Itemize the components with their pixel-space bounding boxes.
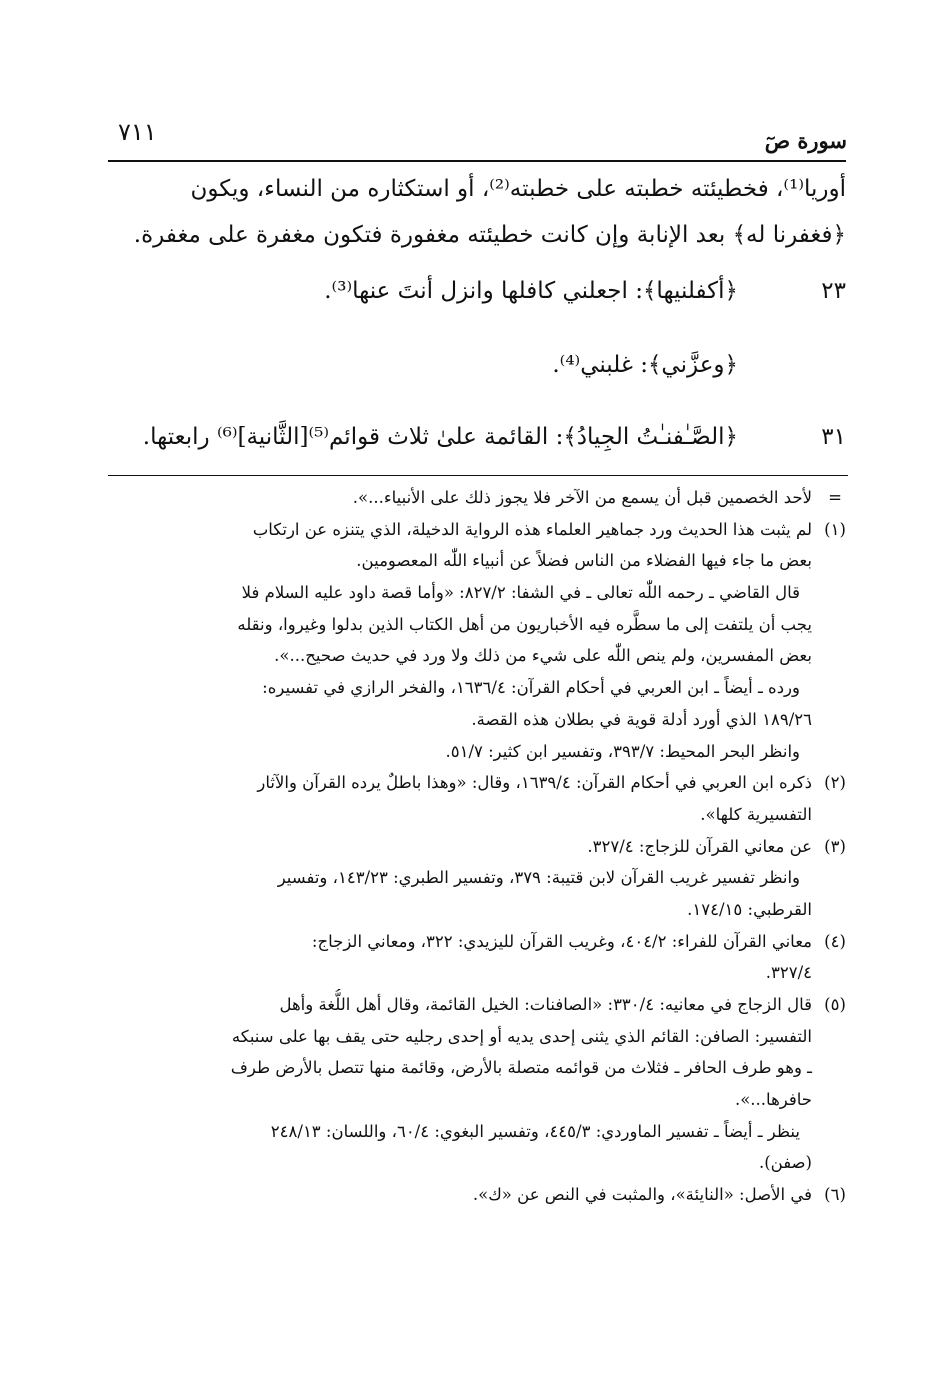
footnote-text: لم يثبت هذا الحديث ورد جماهير العلماء هذه الرواية الدخيلة، الذي يتنزه عن ارتكاب: [252, 519, 812, 539]
footnote-marker: (٥): [824, 995, 846, 1014]
footnote-line: [100, 514, 850, 546]
main-paragraph: [108, 166, 846, 258]
footnote-text: لأحد الخصمين قبل أن يسمع من الآخر فلا يجوز ذلك على الأنبياء...».: [352, 488, 812, 507]
footnote-text: التفسيرية كلها».: [700, 804, 812, 824]
footnote-text: (صفن).: [758, 1153, 812, 1173]
footnote-line: [100, 1052, 850, 1084]
footnote-line: [100, 482, 850, 514]
footnote-line: [100, 957, 850, 989]
footnote-text: ذكره ابن العربي في أحكام القرآن: ١٦٣٩/٤، وقال: «وهذا باطلٌ يرده القرآن والآثار: [257, 773, 812, 793]
footnote-line: [100, 1021, 850, 1053]
footnote-marker: (١): [824, 519, 846, 539]
footnote-line: [100, 894, 850, 926]
footnote-text: عن معاني القرآن للزجاج: ٣٢٧/٤.: [587, 836, 812, 856]
footnote-text: ١٨٩/٢٦ الذي أورد أدلة قوية في بطلان هذه القصة.: [471, 709, 812, 729]
footnote-line: [100, 926, 850, 958]
footnote-marker: =: [828, 488, 842, 507]
footnote-text: قال الزجاج في معانيه: ٣٣٠/٤: «الصافنات: الخيل القائمة، وقال أهل اللُّغة وأهل: [279, 995, 812, 1014]
footnote-text: ورده ـ أيضاً ـ ابن العربي في أحكام القرآن: ١٦٣٦/٤، والفخر الرازي في تفسيره:: [262, 678, 800, 698]
verse-number: ٢٣: [821, 278, 846, 304]
footnote-text: القرطبي: ١٧٤/١٥.: [687, 899, 812, 919]
footnote-line: [100, 672, 850, 704]
footnote-text: وانظر تفسير غريب القرآن لابن قتيبة: ٣٧٩، وتفسير الطبري: ١٤٣/٢٣، وتفسير: [277, 868, 800, 888]
verse-gloss: ﴿الصَّـٰفنـٰتُ الجِيادُ﴾: القائمة علىٰ ثلاث قوائم⁽⁵⁾[الثَّانية]⁽⁶⁾ رابعتها.: [142, 424, 738, 450]
footnote-text: بعض ما جاء فيها الفضلاء من الناس فضلاً عن أنبياء اللّٰه المعصومين.: [356, 551, 812, 571]
verse-gloss: ﴿وعزَّني﴾: غلبني⁽⁴⁾.: [552, 352, 738, 378]
footnote-text: وانظر البحر المحيط: ٣٩٣/٧، وتفسير ابن كثير: ٥١/٧.: [445, 741, 800, 761]
footnote-text: ينظر ـ أيضاً ـ تفسير الماوردي: ٤٤٥/٣، وتفسير البغوي: ٦٠/٤، واللسان: ٢٤٨/١٣: [270, 1121, 800, 1141]
footnote-marker: (٣): [824, 836, 846, 856]
footnote-marker: (٢): [824, 773, 846, 793]
main-line: ﴿فغفرنا له﴾ بعد الإنابة وإن كانت خطيئته مغفورة فتكون مغفرة على مغفرة.: [133, 222, 846, 248]
main-line: أوريا⁽¹⁾، فخطيئته خطبته على خطبته⁽²⁾، أو استكثاره من النساء، ويكون: [190, 176, 846, 202]
footnote-line: [100, 640, 850, 672]
footnote-text: التفسير: الصافن: القائم الذي يثنى إحدى يديه أو إحدى رجليه حتى يقف بها على سنبكه: [231, 1026, 812, 1046]
footnote-line: [100, 1179, 850, 1211]
footnote-line: [100, 799, 850, 831]
footnote-separator: [108, 475, 848, 476]
footnote-line: [100, 1084, 850, 1116]
footnote-line: [100, 704, 850, 736]
footnote-text: في الأصل: «النايئة»، والمثبت في النص عن «ك».: [472, 1185, 812, 1205]
footnotes: [100, 482, 850, 1211]
footnote-line: [100, 577, 850, 609]
header-rule: [108, 160, 846, 162]
footnote-line: [100, 767, 850, 799]
verse-gloss: ﴿أكفلنيها﴾: اجعلني كافلها وانزل أنتَ عنها⁽³⁾.: [324, 278, 738, 304]
footnote-line: [100, 831, 850, 863]
footnote-text: حافرها...».: [734, 1090, 812, 1110]
footnote-text: ٣٢٧/٤.: [765, 963, 812, 983]
footnote-line: [100, 1147, 850, 1179]
footnote-text: معاني القرآن للفراء: ٤٠٤/٢، وغريب القرآن لليزيدي: ٣٢٢، ومعاني الزجاج:: [311, 931, 812, 951]
footnote-line: [100, 609, 850, 641]
footnote-line: [100, 1116, 850, 1148]
footnote-text: ـ وهو طرف الحافر ـ فثلاث من قوائمه متصلة بالأرض، وقائمة منها تتصل بالأرض طرف: [230, 1058, 812, 1078]
footnote-marker: (٤): [824, 931, 846, 951]
page-number: ٧١١: [118, 118, 157, 146]
surah-title: سورة صٓ: [764, 128, 847, 153]
footnote-line: [100, 862, 850, 894]
footnote-marker: (٦): [824, 1185, 846, 1205]
footnote-text: قال القاضي ـ رحمه اللّٰه تعالى ـ في الشفا: ٨٢٧/٢: «وأما قصة داود عليه السلام فلا: [241, 583, 800, 603]
footnote-text: يجب أن يلتفت إلى ما سطَّره فيه الأخباريون من أهل الكتاب الذين بدلوا وغيروا، ونقله: [237, 614, 812, 634]
footnote-line: [100, 736, 850, 768]
verse-number: ٣١: [821, 424, 846, 450]
footnote-line: [100, 545, 850, 577]
footnote-text: بعض المفسرين، ولم ينص اللّٰه على شيء من ذلك ولا ورد في حديث صحيح...».: [274, 646, 812, 666]
footnote-line: [100, 989, 850, 1021]
